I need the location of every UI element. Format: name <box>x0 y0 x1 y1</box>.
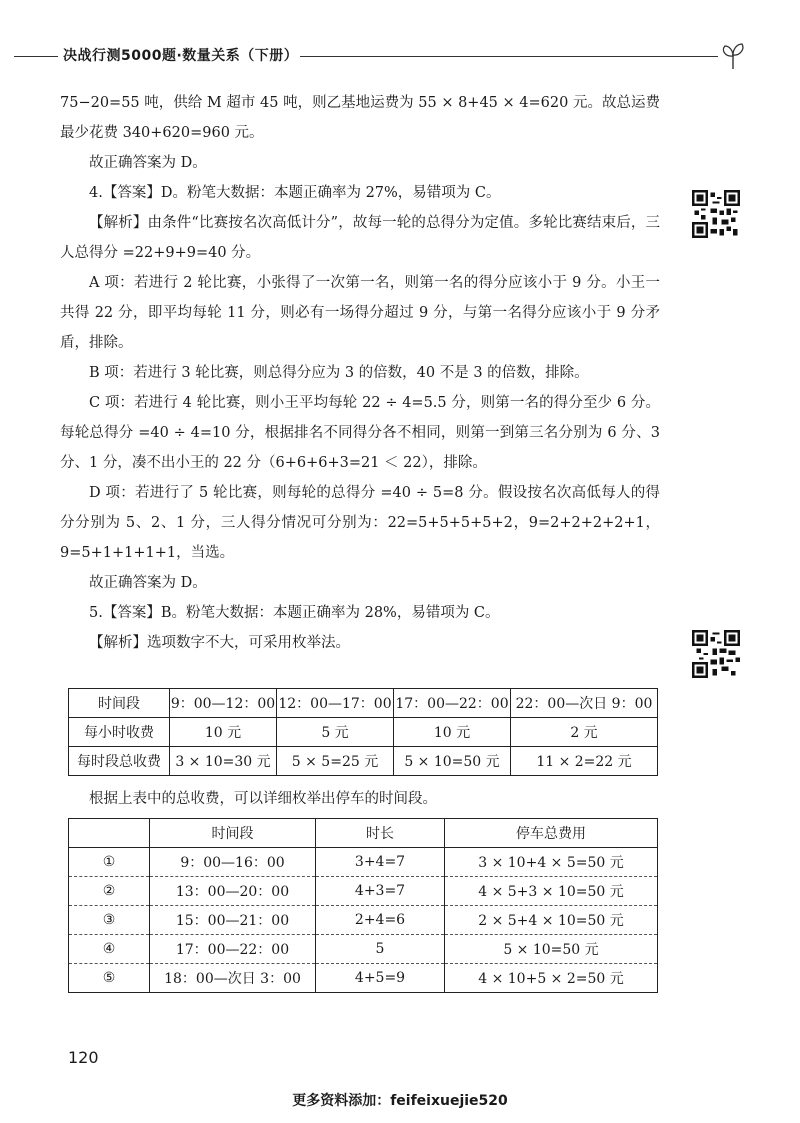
table-cell: 9：00—12：00 <box>170 689 277 718</box>
table-header-cell: 时间段 <box>150 819 316 848</box>
table-cell: ⑤ <box>69 964 150 993</box>
qr-code-icon <box>692 190 740 238</box>
paragraph-answer-conclusion-4: 故正确答案为 D。 <box>89 575 207 591</box>
paragraph-option-c: C 项：若进行 4 轮比赛，则小王平均每轮 22 ÷ 4=5.5 分，则第一名的得分至少 6 分。每轮总得分 =40 ÷ 4=10 分，根据排名不同得分各不相同，则第一到第三名分别为 6 分、3 分、1 分，凑不出小王的 22 分（6+6+6+3=21 ＜ 22），排除。 <box>60 395 660 471</box>
paragraph-q5-analysis: 【解析】选项数字不大，可采用枚举法。 <box>89 635 350 651</box>
table-cell: 5 × 10=50 元 <box>394 747 511 776</box>
paragraph-transport-cost: 75−20=55 吨，供给 M 超市 45 吨，则乙基地运费为 55 × 8+45 × 4=620 元。故总运费最少花费 340+620=960 元。 <box>60 95 660 141</box>
table-cell: 4 × 10+5 × 2=50 元 <box>445 964 658 993</box>
sprout-icon <box>716 40 750 70</box>
table-row <box>69 689 658 718</box>
table-cell: 5 × 10=50 元 <box>445 935 658 964</box>
header-rule-left <box>14 56 58 57</box>
qr-code-icon <box>692 630 740 678</box>
table-cell: 10 元 <box>394 718 511 747</box>
table-row <box>69 964 658 993</box>
table-cell: 2 × 5+4 × 10=50 元 <box>445 906 658 935</box>
table-cell: ① <box>69 848 150 877</box>
table-row <box>69 718 658 747</box>
table-cell: 12：00—17：00 <box>277 689 394 718</box>
table-cell: 4+5=9 <box>316 964 445 993</box>
paragraph-option-b: B 项：若进行 3 轮比赛，则总得分应为 3 的倍数，40 不是 3 的倍数，排除。 <box>89 365 589 381</box>
table-cell: 11 × 2=22 元 <box>511 747 658 776</box>
paragraph-q5-answer: 5.【答案】B。粉笔大数据：本题正确率为 28%，易错项为 C。 <box>89 605 500 621</box>
header-title: 决战行测5000题·数量关系（下册） <box>63 48 299 64</box>
table-cell: 17：00—22：00 <box>150 935 316 964</box>
table-cell: 每小时收费 <box>69 718 170 747</box>
table-row <box>69 935 658 964</box>
table-header-cell: 时长 <box>316 819 445 848</box>
table-cell: ② <box>69 877 150 906</box>
table-cell: 时间段 <box>69 689 170 718</box>
table-row <box>69 848 658 877</box>
table-header-cell: 停车总费用 <box>445 819 658 848</box>
table-cell: ③ <box>69 906 150 935</box>
table-row <box>69 747 658 776</box>
paragraph-option-d: D 项：若进行了 5 轮比赛，则每轮的总得分 =40 ÷ 5=8 分。假设按名次高低每人的得分分别为 5、2、1 分，三人得分情况可分别为：22=5+5+5+5+2，9=2+2+2+2+1，9=5+1+1+1+1，当选。 <box>60 485 660 561</box>
table-cell: 4 × 5+3 × 10=50 元 <box>445 877 658 906</box>
table-cell: 3 × 10+4 × 5=50 元 <box>445 848 658 877</box>
table-cell: 3 × 10=30 元 <box>170 747 277 776</box>
table-row <box>69 906 658 935</box>
page-number: 120 <box>68 1048 99 1067</box>
table-cell: 2+4=6 <box>316 906 445 935</box>
table-row <box>69 877 658 906</box>
table-cell: 4+3=7 <box>316 877 445 906</box>
table-header-cell <box>69 819 150 848</box>
table-cell: 5 元 <box>277 718 394 747</box>
paragraph-q4-answer: 4.【答案】D。粉笔大数据：本题正确率为 27%，易错项为 C。 <box>89 185 501 201</box>
table-cell: 5 × 5=25 元 <box>277 747 394 776</box>
fee-schedule-table <box>68 688 658 776</box>
table-cell: 13：00—20：00 <box>150 877 316 906</box>
table-cell: 17：00—22：00 <box>394 689 511 718</box>
table-cell: ④ <box>69 935 150 964</box>
table-cell: 10 元 <box>170 718 277 747</box>
header-rule-right <box>300 56 718 57</box>
table-cell: 每时段总收费 <box>69 747 170 776</box>
enumeration-intro-text: 根据上表中的总收费，可以详细枚举出停车的时间段。 <box>89 791 437 807</box>
parking-enumeration-table <box>68 818 658 993</box>
table-cell: 5 <box>316 935 445 964</box>
table-cell: 22：00—次日 9：00 <box>511 689 658 718</box>
paragraph-answer-conclusion-3: 故正确答案为 D。 <box>89 155 207 171</box>
table-header-row <box>69 819 658 848</box>
paragraph-q4-analysis: 【解析】由条件“比赛按名次高低计分”，故每一轮的总得分为定值。多轮比赛结束后，三人总得分 =22+9+9=40 分。 <box>60 215 660 261</box>
page-header <box>0 40 800 70</box>
table-cell: 2 元 <box>511 718 658 747</box>
table-cell: 3+4=7 <box>316 848 445 877</box>
main-content <box>60 88 660 658</box>
table-cell: 18：00—次日 3：00 <box>150 964 316 993</box>
table-cell: 15：00—21：00 <box>150 906 316 935</box>
table-cell: 9：00—16：00 <box>150 848 316 877</box>
footer-note: 更多资料添加：feifeixuejie520 <box>292 1093 508 1109</box>
paragraph-option-a: A 项：若进行 2 轮比赛，小张得了一次第一名，则第一名的得分应该小于 9 分。小王一共得 22 分，即平均每轮 11 分，则必有一场得分超过 9 分，与第一名得分应该小于 9 分矛盾，排除。 <box>60 275 660 351</box>
